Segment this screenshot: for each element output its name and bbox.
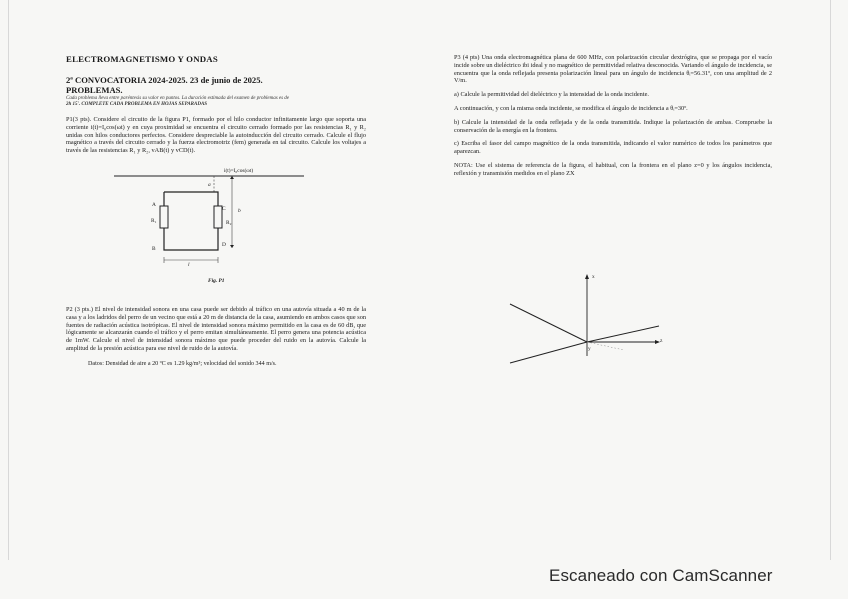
problem-3-nota: NOTA: Use el sistema de referencia de la figura, el habitual, con la frontera en el plano z=0 y los ángulos incidencia, reflexión y transmisión medidos en el plano ZX: [454, 161, 772, 177]
axis-y-line: [587, 342, 624, 350]
problem-3-part-a: a) Calcule la permitividad del dieléctrico y la intensidad de la onda incidente.: [454, 91, 649, 99]
exam-title: ELECTROMAGNETISMO Y ONDAS: [66, 54, 218, 64]
problem-2-text: P2 (3 pts.) El nivel de intensidad sonora en una casa puede ser debido al tráfico en una autovía situada a 40 m de la casa y a los ladridos del perro de un vecino que está a 20 m de distancia de la casa, asumiendo en ambos casos que son fuentes de radiación acústica isotrópicas. El nivel de intensidad sonora máximo permitido en la casa es de 60 dB, que lógicamente se alcanzarán cuando el tráfico y el perro emitan simultáneamente. El perro genera una potencia acústica de 1mW. Calcule el nivel de intensidad sonora máximo que puede proceder del ruido en la autovía. Calcule la amplitud de la presión acústica para ese nivel de ruido de la autovía.: [66, 305, 366, 352]
incident-ray: [510, 304, 587, 342]
circuit-diagram: [66, 162, 366, 294]
resistor-r2: [214, 206, 222, 228]
figure-label-c: C: [222, 205, 226, 212]
figure-caption: Fig. P1: [208, 277, 225, 284]
figure-dim-a: a: [208, 181, 211, 188]
figure-label-d: D: [222, 241, 226, 248]
scan-edge-left: [8, 0, 9, 560]
transmitted-ray: [587, 326, 659, 342]
axis-z-label: z: [660, 338, 663, 344]
figure-label-b: B: [152, 245, 156, 252]
right-column: [454, 54, 772, 184]
figure-label-r1: R₁: [151, 217, 157, 224]
exam-note-line2: 2h 15'. COMPLETE CADA PROBLEMA EN HOJAS SEPARADAS: [66, 102, 208, 107]
resistor-r1: [160, 206, 168, 228]
problem-3-continuation: A continuación, y con la misma onda incidente, se modifica el ángulo de incidencia a θᵢ=30º.: [454, 104, 688, 112]
figure-dim-l: l: [188, 261, 190, 268]
figure-current-label: i(t)=I₀cos(ωt): [224, 167, 254, 174]
figure-p1: [66, 162, 366, 294]
closed-circuit: [164, 192, 218, 250]
problem-3-part-c: c) Escriba el fasor del campo magnético de la onda transmitida, indicando el valor numérico de todos los parámetros que aparezcan.: [454, 140, 772, 156]
camscanner-watermark: Escaneado con CamScanner: [549, 566, 773, 585]
reference-frame-figure: [484, 268, 694, 368]
figure-label-a: A: [152, 201, 156, 208]
exam-section: PROBLEMAS.: [66, 85, 123, 95]
figure-label-r2: R₂: [226, 219, 232, 226]
exam-note-line1: Cada problema lleva entre paréntesis su valor en puntos. La duración estimada del examen de problemas es de: [66, 96, 290, 101]
scan-edge-right: [830, 0, 831, 560]
exam-note: [66, 96, 366, 108]
reflected-ray: [510, 342, 587, 363]
problem-3-part-b: b) Calcule la intensidad de la onda reflejada y de la onda transmitida. Indique la polarización de ambas. Compruebe la conservación de la energía en la frontera.: [454, 118, 772, 134]
problem-2-datos: Datos: Densidad de aire a 20 ºC es 1.29 kg/m³; velocidad del sonido 344 m/s.: [88, 360, 277, 367]
axis-x-label: x: [592, 274, 595, 280]
figure-dim-b: b: [238, 207, 241, 214]
problem-3-intro: P3 (4 pts) Una onda electromagnética plana de 600 MHz, con polarización circular dextrógira, que se propaga por el vacío incide sobre un dieléctrico ibi ideal y no magnético de permitividad relativa desconocida. Variando el ángulo de incidencia, se encuentra que la onda reflejada presenta polarización lineal para un ángulo de incidencia θᵢ=56.31º, con una amplitud de 2 V/m.: [454, 54, 772, 85]
axis-y-label: y: [588, 346, 591, 352]
left-column: [66, 54, 366, 368]
exam-convocatoria: 2ª CONVOCATORIA 2024-2025. 23 de junio de 2025.: [66, 75, 263, 85]
problem-1-text: P1(3 pts). Considere el circuito de la figura P1, formado por el hilo conductor infinitamente largo que soporta una corriente i(t)=I₀cos(ωt) y en cuya proximidad se encuentra el circuito cerrado formado por las resistencias R₁ y R₂ unidas con hilos conductores perfectos. Considere despreciable la autoinducción del circuito cerrado. Calcule el flujo magnético a través del circuito cerrado y la fuerza electromotriz (fem) generada en tal circuito. Calcule los voltajes a través de las resistencias R₁ y R₂, vAB(t) y vCD(t).: [66, 116, 366, 155]
reference-frame-diagram: [484, 268, 694, 368]
